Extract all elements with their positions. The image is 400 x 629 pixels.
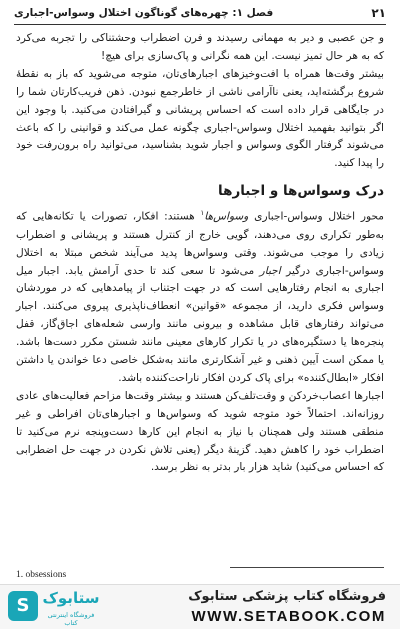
footnote-divider xyxy=(230,567,384,568)
paragraph-3-part-c: می‌شود تا سعی کند تا حدی آرامش یابد. اجبار میل اجباری به انجام رفتارهایی است که در جهت اجتناب از پیامدهایی که در موردشان وسواس فکری دارید، از مجموعه «قوانین» انعطاف‌ناپذیری پیروی می‌کنند. اجبار می‌تواند رفتارهای قابل مشاهده و بیرونی مانند وارسی شعله‌های اجاق‌گاز، قفل پنجره‌ها یا دستگیره‌های در یا تکرار کارهای معینی مانند شستن مکرر دست‌ها باشد. یا ممکن است آیین ذهنی و غیر آشکارتری مانند به‌شکل خاصی دعا خواندن یا داشتن افکار «ابطال‌کننده» برای پاک کردن افکار ناراحت‌کننده باشد. xyxy=(16,264,384,384)
logo-text: ستابوک xyxy=(42,589,100,607)
page-content xyxy=(16,30,384,477)
paragraph-2: بیشتر وقت‌ها همراه با افت‌وخیزهای اجبارهای‌تان، متوجه می‌شوید که باز به نقطهٔ شروع برگشته‌اید، یعنی ناآرامی ناشی از خاطرجمع نبودن. ذهن فریب‌کارتان شما را در جایگاهی قرار داده است که احساس پریشانی و گیرافتادن می‌کنید. با وجود این اگر بتوانید بفهمید اختلال وسواس-اجباری چگونه عمل می‌کند و قوانینی را که باعث می‌شوند گرفتار الگوی وسواس و اجبار شوید بشناسید، می‌توانید راه برون‌رفت خود را پیدا کنید. xyxy=(16,67,384,170)
site-url-link[interactable]: WWW.SETABOOK.COM xyxy=(191,608,386,625)
setabook-logo[interactable] xyxy=(8,589,100,625)
store-banner xyxy=(0,584,400,629)
term-compulsion: اجبار xyxy=(259,264,281,277)
paragraph-3-part-a: محور اختلال وسواس-اجباری xyxy=(248,210,384,223)
page-number: ۲۱ xyxy=(371,6,386,20)
logo-subtitle: فروشگاه اینترنتی کتاب xyxy=(47,611,95,627)
paragraph-1: و جن عصبی و دیر به مهمانی رسیدند و فرن اضطراب وحشتناکی را تجربه می‌کرد که به هر حال تمیز نیست. این همه نگرانی و پاک‌سازی برای هیچ! xyxy=(16,32,384,62)
footnote-marker: ۱ xyxy=(200,209,205,218)
logo-mark-icon: S xyxy=(8,591,38,621)
chapter-title: فصل ۱: چهره‌های گوناگون اختلال وسواس-اجباری xyxy=(14,7,274,19)
paragraph-4: اجبارها اعصاب‌خردکن و وقت‌تلف‌کن هستند و بیشتر وقت‌ها مزاحم فعالیت‌های عادی روزانه‌اند. احتمالاً خود متوجه شوید که وسواس‌ها و اجبارهای‌تان افراطی و غیر منطقی هستند ولی همچنان با نیاز به انجام این کارها دست‌وپنجه نرم می‌کنید تا اضطراب خود را کاهش دهید. گزینهٔ دیگر (یعنی تلاش نکردن در جهت حل اضطرابی که احساس می‌کنید) شاید هزار بار بدتر به نظر برسد. xyxy=(16,389,384,474)
section-heading: درک وسواس‌ها و اجبارها xyxy=(218,183,384,200)
running-header xyxy=(14,4,386,22)
shop-name: فروشگاه کتاب پزشکی ستابوک xyxy=(188,589,386,604)
footnote: 1. obsessions xyxy=(16,570,67,580)
term-obsessions: وسواس‌ها xyxy=(204,210,249,223)
paragraph-3-part-b: هستند: افکار، تصورات یا تکانه‌هایی که به‌طور تکراری روی می‌دهند، گویی خارج از کنترل هستند و پریشانی و اضطراب زیادی را موجب می‌شوند. وقتی وسواس‌ها پدید می‌آیند شخص مبتلا به اختلال وسواس-اجباری درگیر xyxy=(16,210,384,277)
header-divider xyxy=(14,24,386,25)
paragraph-3 xyxy=(16,205,384,388)
